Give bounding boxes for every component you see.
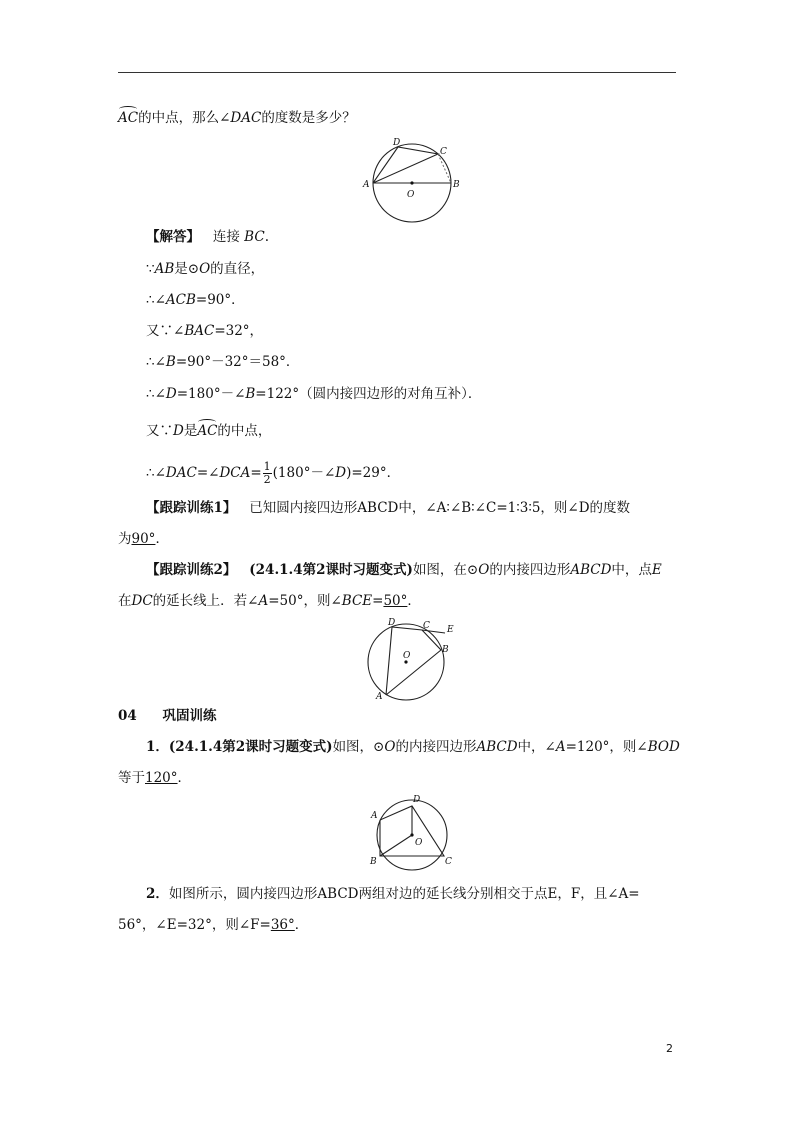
label-d: D bbox=[413, 795, 421, 805]
label-o: O bbox=[407, 190, 415, 200]
solution-heading-line: 【解答】 连接 BC. bbox=[146, 229, 269, 245]
label-a: A bbox=[376, 692, 383, 702]
figure-circle-1 bbox=[360, 136, 460, 228]
label-a: A bbox=[363, 180, 370, 190]
track1-answer: 90° bbox=[131, 531, 156, 547]
label-d: D bbox=[388, 618, 396, 628]
q2-line-1: 2．如图所示，圆内接四边形ABCD两组对边的延长线分别相交于点E，F，且∠A= bbox=[146, 886, 640, 902]
label-b: B bbox=[453, 180, 460, 190]
track2-answer: 50° bbox=[383, 593, 408, 609]
q1-line-1: 1．(24.1.4第2课时习题变式)如图，⊙O的内接四边形ABCD中，∠A=120°，则∠BOD bbox=[146, 739, 680, 755]
label-d: D bbox=[393, 138, 401, 148]
figure-circle-2 bbox=[362, 616, 462, 706]
solution-line-1: ∵AB是⊙O的直径， bbox=[146, 261, 265, 277]
question-continuation: AC的中点，那么∠DAC的度数是多少？ bbox=[118, 110, 356, 126]
label-o: O bbox=[415, 838, 423, 848]
header-rule bbox=[118, 72, 676, 73]
figure-circle-3 bbox=[368, 790, 458, 870]
solution-line-5: ∴∠D=180°－∠B=122°（圆内接四边形的对角互补）． bbox=[146, 386, 482, 402]
q1-answer: 120° bbox=[145, 770, 178, 786]
q2-line-2: 56°，∠E=32°，则∠F=36°． bbox=[118, 917, 309, 933]
solution-line-7: ∴∠DAC=∠DCA= $\frac{1}{2}$ (180°－∠D)=29°． bbox=[146, 460, 401, 486]
fraction-half: $\frac{1}{2}$ bbox=[263, 460, 271, 486]
solution-heading: 【解答】 bbox=[146, 229, 200, 245]
track1-label: 【跟踪训练1】 bbox=[146, 500, 237, 516]
label-e: E bbox=[447, 625, 454, 635]
label-o: O bbox=[403, 651, 411, 661]
section-heading bbox=[118, 706, 217, 726]
label-b: B bbox=[442, 645, 449, 655]
solution-line-4: ∴∠B=90°－32°＝58°． bbox=[146, 354, 300, 370]
track1-line-1: 【跟踪训练1】 已知圆内接四边形ABCD中，∠A∶∠B∶∠C=1∶3∶5，则∠D的度数 bbox=[146, 500, 631, 516]
label-c: C bbox=[445, 857, 452, 867]
solution-line-3: 又∵∠BAC=32°， bbox=[146, 323, 264, 339]
q2-answer: 36° bbox=[270, 917, 295, 933]
page-number: 2 bbox=[666, 1042, 673, 1055]
q1-line-2: 等于120°． bbox=[118, 770, 192, 786]
arc-ac: AC bbox=[118, 110, 139, 126]
track1-line-2: 为90°． bbox=[118, 531, 169, 547]
section-number: 04 bbox=[118, 708, 137, 724]
label-b: B bbox=[370, 857, 377, 867]
section-title: 巩固训练 bbox=[162, 708, 217, 724]
label-c: C bbox=[423, 621, 430, 631]
track2-line-2: 在DC的延长线上．若∠A=50°，则∠BCE=50°． bbox=[118, 593, 421, 609]
track2-label: 【跟踪训练2】 bbox=[146, 562, 237, 578]
solution-line-2: ∴∠ACB=90°． bbox=[146, 292, 245, 308]
track2-line-1: 【跟踪训练2】 (24.1.4第2课时习题变式)如图，在⊙O的内接四边形ABCD中，点E bbox=[146, 562, 662, 578]
label-a: A bbox=[371, 811, 378, 821]
solution-line-6: 又∵D是AC的中点， bbox=[146, 423, 272, 439]
label-c: C bbox=[440, 147, 447, 157]
